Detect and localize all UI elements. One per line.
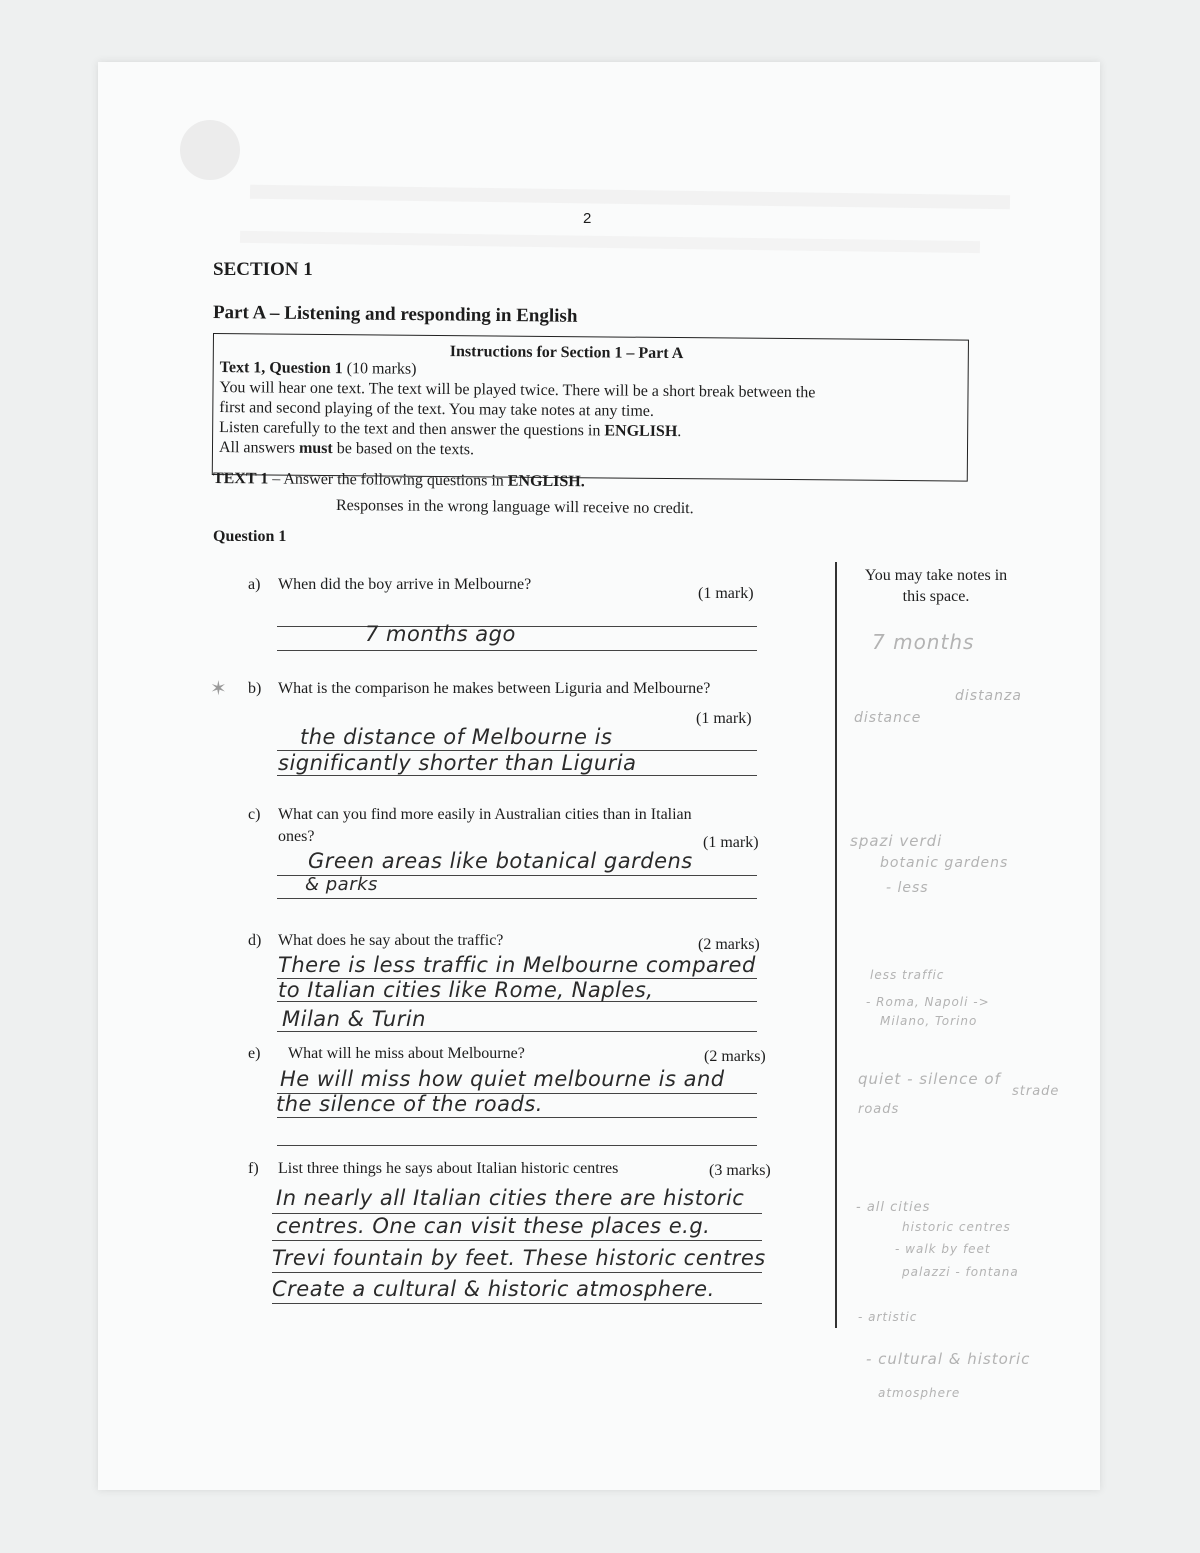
text-1-warning: Responses in the wrong language will receive no credit. <box>335 497 694 518</box>
question-marks: (3 marks) <box>709 1162 771 1179</box>
handwritten-answer: Green areas like botanical gardens <box>308 849 693 873</box>
handwritten-answer: significantly shorter than Liguria <box>278 751 637 775</box>
handwritten-answer: to Italian cities like Rome, Naples, <box>278 978 654 1002</box>
pencil-note: - artistic <box>858 1310 918 1324</box>
notes-header: You may take notes in this space. <box>864 567 1008 605</box>
pencil-note: distance <box>854 710 922 726</box>
answer-line <box>272 1240 762 1241</box>
handwritten-answer: centres. One can visit these places e.g. <box>276 1214 711 1238</box>
handwritten-answer: In nearly all Italian cities there are historic <box>276 1186 745 1210</box>
instructions-marks: (10 marks) <box>342 360 417 378</box>
answer-line <box>277 1117 757 1118</box>
question-text-line-2: ones? <box>278 828 315 845</box>
answer-line <box>277 1145 757 1146</box>
pencil-note: historic centres <box>902 1220 1011 1234</box>
pencil-note: roads <box>858 1102 900 1117</box>
handwritten-answer: the distance of Melbourne is <box>300 725 613 749</box>
pencil-note: quiet - silence of <box>858 1070 1001 1088</box>
handwritten-answer: & parks <box>305 874 378 895</box>
pencil-note: atmosphere <box>878 1386 961 1400</box>
pencil-note: distanza <box>955 688 1022 704</box>
question-letter: c) <box>248 806 261 823</box>
answer-line <box>277 898 757 899</box>
handwritten-answer: Milan & Turin <box>282 1007 426 1031</box>
text-1-instruction-text: – Answer the following questions in <box>268 470 508 490</box>
instructions-question-label: Text 1, Question 1 <box>219 359 343 378</box>
text-1-language: ENGLISH. <box>507 472 585 491</box>
answer-line <box>277 1031 757 1032</box>
question-text: What does he say about the traffic? <box>278 932 504 949</box>
pencil-note: palazzi - fontana <box>902 1265 1019 1279</box>
pencil-note: - all cities <box>856 1200 931 1215</box>
instructions-line-3: first and second playing of the text. You may take notes at any time. <box>219 399 654 420</box>
question-letter: a) <box>248 576 261 593</box>
show-through-mark <box>180 120 240 180</box>
instructions-line-4-end: . <box>677 423 682 441</box>
question-text: What will he miss about Melbourne? <box>288 1045 525 1062</box>
question-letter: e) <box>248 1045 261 1062</box>
notes-divider <box>835 562 837 1328</box>
handwritten-answer: There is less traffic in Melbourne compared <box>278 953 756 977</box>
pencil-note: botanic gardens <box>880 855 1009 871</box>
star-mark-icon: ✶ <box>210 678 227 700</box>
handwritten-answer: the silence of the roads. <box>276 1092 543 1116</box>
question-text: When did the boy arrive in Melbourne? <box>278 576 532 593</box>
answer-line <box>277 650 757 651</box>
handwritten-answer: Create a cultural & historic atmosphere. <box>272 1277 715 1301</box>
question-marks: (2 marks) <box>704 1048 766 1065</box>
question-text: What is the comparison he makes between Liguria and Melbourne? <box>278 680 711 697</box>
text-1-label: TEXT 1 <box>212 470 269 488</box>
question-letter: d) <box>248 932 262 949</box>
pencil-note: strade <box>1012 1084 1060 1099</box>
text-1-instruction <box>213 470 585 491</box>
pencil-note: 7 months <box>872 630 975 654</box>
part-title: Part A – Listening and responding in English <box>212 302 578 327</box>
pencil-note: - less <box>886 880 929 896</box>
question-marks: (1 mark) <box>696 710 752 727</box>
handwritten-answer: Trevi fountain by feet. These historic centres <box>272 1246 766 1270</box>
section-title: SECTION 1 <box>213 259 313 280</box>
pencil-note: - cultural & historic <box>866 1350 1031 1368</box>
answer-line <box>272 1272 762 1273</box>
instructions-line-4-text: Listen carefully to the text and then answer the questions in <box>219 419 605 440</box>
answer-line <box>277 775 757 776</box>
question-title: Question 1 <box>213 528 287 545</box>
pencil-note: Milano, Torino <box>880 1014 978 1028</box>
handwritten-answer: He will miss how quiet melbourne is and <box>280 1067 725 1091</box>
instructions-line-5-text: All answers <box>218 439 300 457</box>
instructions-must: must <box>298 439 333 458</box>
answer-line <box>277 626 757 627</box>
instructions-line-2: You will hear one text. The text will be played twice. There will be a short break between the <box>219 379 816 402</box>
answer-line <box>272 1303 762 1304</box>
question-marks: (1 mark) <box>698 585 754 602</box>
instructions-line-5-end: be based on the texts. <box>332 440 475 459</box>
page-number: 2 <box>583 210 592 227</box>
instructions-title: Instructions for Section 1 – Part A <box>449 343 684 363</box>
question-marks: (2 marks) <box>698 936 760 953</box>
pencil-note: less traffic <box>870 968 945 982</box>
question-letter: f) <box>248 1160 259 1177</box>
instructions-language: ENGLISH <box>604 422 678 441</box>
question-text: What can you find more easily in Australian cities than in Italian <box>278 806 692 823</box>
pencil-note: - Roma, Napoli -> <box>866 995 990 1009</box>
handwritten-answer: 7 months ago <box>365 622 516 646</box>
instructions-box <box>212 333 969 482</box>
question-marks: (1 mark) <box>703 834 759 851</box>
question-text: List three things he says about Italian historic centres <box>278 1160 619 1177</box>
pencil-note: spazi verdi <box>850 832 943 850</box>
pencil-note: - walk by feet <box>895 1242 991 1256</box>
question-letter: b) <box>248 680 262 697</box>
